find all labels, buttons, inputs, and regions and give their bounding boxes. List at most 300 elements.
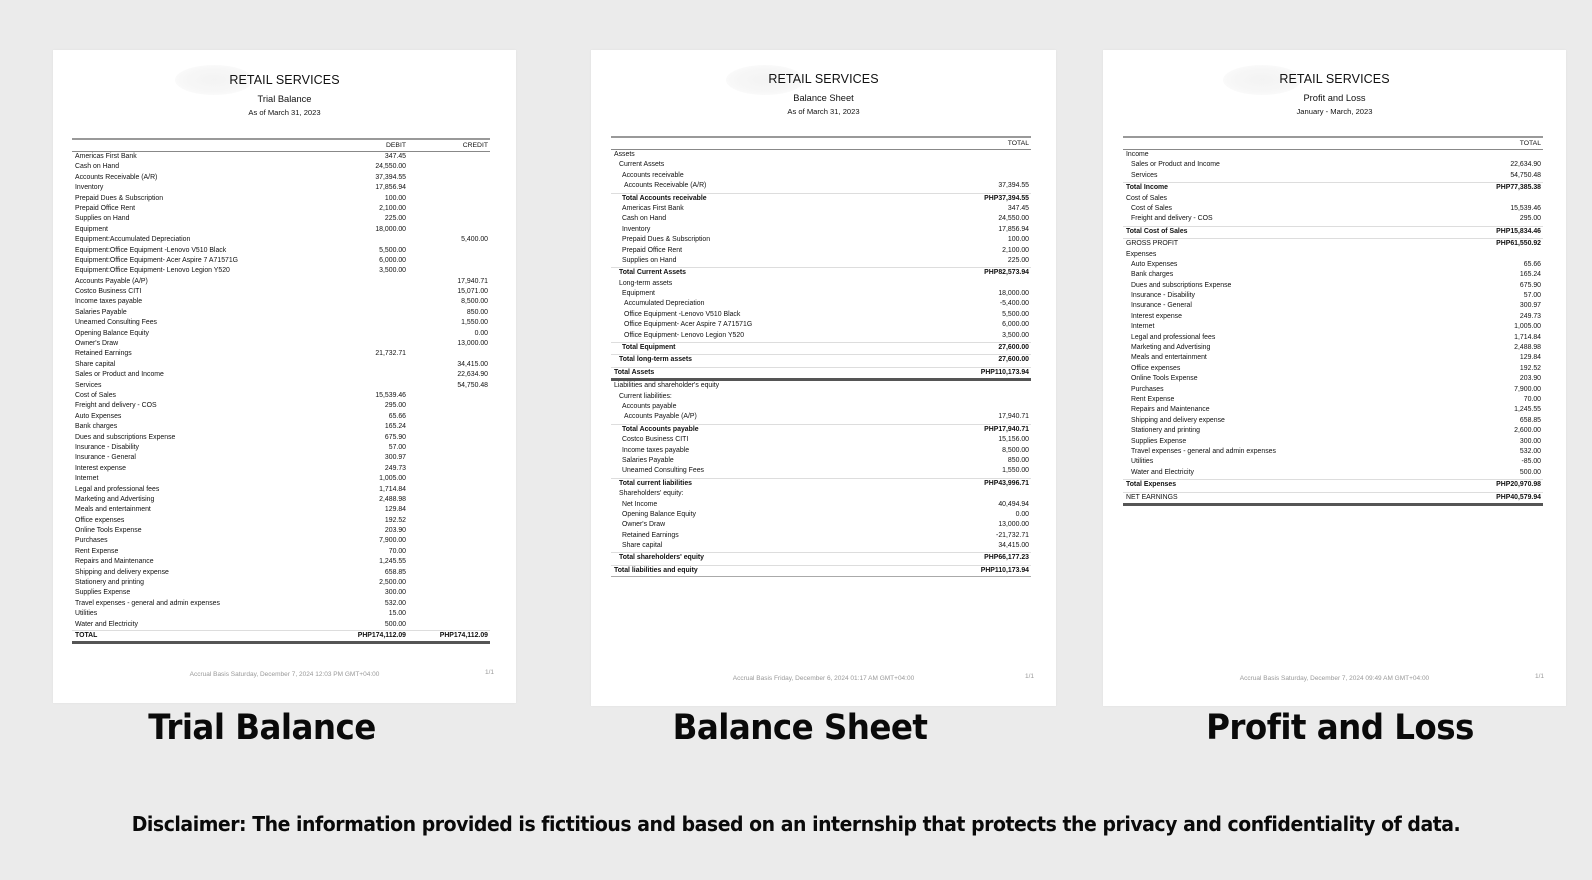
credit-value: 13,000.00	[457, 340, 488, 348]
amount-value: PHP77,385.38	[1496, 184, 1541, 192]
table-row	[72, 349, 490, 359]
amount-value: 0.00	[1015, 510, 1029, 518]
amount-value: PHP15,834.46	[1496, 227, 1541, 235]
table-row	[611, 160, 1031, 170]
debit-value: 57.00	[388, 443, 406, 451]
report-title: Profit and Loss	[1303, 93, 1366, 103]
account-name: Cash on Hand	[75, 163, 120, 171]
caption-profit-and-loss: Profit and Loss	[1206, 708, 1474, 748]
debit-value: 295.00	[384, 402, 406, 410]
amount-value: 54,750.48	[1510, 171, 1541, 179]
account-name: Accounts Receivable (A/R)	[624, 182, 707, 190]
table-row	[72, 266, 490, 276]
debit-value: 300.00	[384, 589, 406, 597]
amount-value: 34,415.00	[998, 542, 1029, 550]
table-row	[1123, 150, 1543, 160]
account-name: Office Equipment -Lenovo V510 Black	[624, 310, 741, 318]
account-name: Stationery and printing	[75, 579, 144, 587]
amount-value: 1,550.00	[1002, 467, 1029, 475]
account-name: Share capital	[622, 542, 663, 550]
amount-value: 15,156.00	[998, 436, 1029, 444]
amount-value: 1,005.00	[1514, 323, 1541, 331]
amount-value: 7,900.00	[1514, 385, 1541, 393]
trial-balance-page	[53, 50, 516, 703]
debit-value: 37,394.55	[375, 173, 406, 181]
report-title: Balance Sheet	[793, 93, 854, 103]
account-name: Long-term assets	[619, 279, 673, 287]
page-number: 1/1	[1024, 673, 1034, 680]
account-name: Auto Expenses	[75, 412, 122, 420]
account-name: Online Tools Expense	[75, 527, 142, 535]
account-name: Equipment:Office Equipment -Lenovo V510 Black	[75, 246, 227, 254]
amount-value: 1,714.84	[1514, 333, 1541, 341]
total-row	[611, 552, 1031, 563]
table-row	[611, 446, 1031, 456]
account-name: Salaries Payable	[622, 456, 674, 464]
table-row	[72, 256, 490, 266]
amount-value: 129.84	[1519, 354, 1541, 362]
amount-value: 22,634.90	[1510, 161, 1541, 169]
account-name: Rent Expense	[75, 547, 119, 555]
account-name: Accumulated Depreciation	[624, 300, 705, 308]
table-row	[72, 474, 490, 484]
table-row	[72, 599, 490, 609]
table-row	[72, 547, 490, 557]
credit-value: 850.00	[466, 308, 488, 316]
amount-value: 70.00	[1523, 395, 1541, 403]
account-name: Office expenses	[1131, 364, 1181, 372]
account-name: Americas First Bank	[622, 204, 684, 212]
debit-value: 18,000.00	[375, 225, 406, 233]
account-name: Unearned Consulting Fees	[75, 319, 157, 327]
debit-value: 7,900.00	[379, 537, 406, 545]
account-name: Freight and delivery - COS	[75, 402, 157, 410]
account-name: Purchases	[1131, 385, 1164, 393]
amount-value: 37,394.55	[998, 182, 1029, 190]
table-row	[1123, 405, 1543, 415]
total-label: TOTAL	[75, 631, 98, 639]
account-name: Retained Earnings	[75, 350, 132, 358]
account-name: Net Income	[622, 500, 658, 508]
account-name: Total long-term assets	[619, 356, 693, 364]
table-row	[611, 150, 1031, 160]
table-row	[1123, 291, 1543, 301]
table-body	[72, 152, 490, 630]
amount-value: PHP61,550.92	[1496, 240, 1541, 248]
table-row	[1123, 416, 1543, 426]
account-name: Sales or Product and Income	[75, 371, 164, 379]
amount-value: 15,539.46	[1510, 204, 1541, 212]
table-row	[72, 214, 490, 224]
amount-value: 249.73	[1519, 312, 1541, 320]
table-row	[611, 225, 1031, 235]
account-name: Insurance - Disability	[1131, 292, 1195, 300]
table-row	[1123, 457, 1543, 467]
account-name: Utilities	[75, 610, 98, 618]
account-name: Opening Balance Equity	[75, 329, 149, 337]
table-row	[611, 289, 1031, 299]
account-name: Office Equipment- Acer Aspire 7 A71571G	[624, 321, 753, 329]
account-name: Auto Expenses	[1131, 260, 1178, 268]
table-row	[72, 557, 490, 567]
account-name: Dues and subscriptions Expense	[75, 433, 176, 441]
credit-value: 8,500.00	[461, 298, 488, 306]
amount-value: PHP20,970.98	[1496, 481, 1541, 489]
credit-value: 5,400.00	[461, 236, 488, 244]
table-row	[72, 578, 490, 588]
account-name: Equipment:Accumulated Depreciation	[75, 236, 191, 244]
total-debit: PHP174,112.09	[357, 631, 406, 639]
account-name: Legal and professional fees	[75, 485, 160, 493]
account-name: Salaries Payable	[75, 308, 127, 316]
amount-value: PHP43,996.71	[984, 479, 1029, 487]
table-row	[72, 505, 490, 515]
debit-value: 15,539.46	[375, 391, 406, 399]
amount-value: 658.85	[1519, 416, 1541, 424]
debit-value: 225.00	[384, 215, 406, 223]
table-row	[1123, 250, 1543, 260]
total-row	[611, 424, 1031, 435]
table-row	[1123, 468, 1543, 478]
table-body	[611, 150, 1031, 577]
table-row	[72, 443, 490, 453]
column-header	[1123, 136, 1543, 150]
total-row	[72, 630, 490, 644]
amount-value: 1,245.55	[1514, 406, 1541, 414]
debit-header: DEBIT	[385, 142, 406, 149]
account-name: Share capital	[75, 360, 116, 368]
account-name: Travel expenses - general and admin expenses	[75, 599, 220, 607]
table-row	[1123, 204, 1543, 214]
account-name: Repairs and Maintenance	[75, 558, 154, 566]
account-name: Interest expense	[1131, 312, 1182, 320]
table-row	[611, 392, 1031, 402]
report-date: January - March, 2023	[1296, 107, 1373, 116]
account-name: Supplies on Hand	[75, 215, 130, 223]
table-row	[1123, 374, 1543, 384]
total-row	[1123, 479, 1543, 490]
credit-value: 15,071.00	[457, 288, 488, 296]
debit-value: 165.24	[384, 423, 406, 431]
table-row	[72, 152, 490, 162]
caption-trial-balance: Trial Balance	[148, 708, 376, 748]
table-row	[72, 173, 490, 183]
total-credit: PHP174,112.09	[439, 631, 488, 639]
table-row	[72, 620, 490, 630]
account-name: Total Assets	[614, 368, 655, 376]
account-name: Legal and professional fees	[1131, 333, 1216, 341]
report-date: As of March 31, 2023	[787, 107, 860, 116]
credit-header: CREDIT	[462, 142, 488, 149]
account-name: Equipment	[75, 225, 108, 233]
account-name: Expenses	[1126, 250, 1157, 258]
debit-value: 347.45	[384, 153, 406, 160]
credit-value: 54,750.48	[457, 381, 488, 389]
amount-value: 17,940.71	[998, 413, 1029, 421]
table-row	[611, 510, 1031, 520]
amount-value: PHP37,394.55	[984, 194, 1029, 202]
total-row	[611, 478, 1031, 489]
table-row	[1123, 260, 1543, 270]
table-row	[1123, 322, 1543, 332]
table-row	[72, 609, 490, 619]
company-name: RETAIL SERVICES	[229, 73, 340, 87]
account-name: Prepaid Dues & Subscription	[622, 236, 711, 244]
account-name: Water and Electricity	[1131, 468, 1194, 476]
table-row	[72, 453, 490, 463]
amount-value: 17,856.94	[998, 225, 1029, 233]
balance-sheet-page	[591, 50, 1056, 706]
total-row	[611, 193, 1031, 204]
total-row	[1123, 238, 1543, 249]
account-name: Services	[1131, 171, 1158, 179]
amount-value: 65.66	[1523, 260, 1541, 268]
account-name: GROSS PROFIT	[1126, 240, 1179, 248]
debit-value: 70.00	[388, 547, 406, 555]
table-row	[611, 435, 1031, 445]
account-name: Prepaid Dues & Subscription	[75, 194, 164, 202]
column-header	[72, 138, 490, 152]
table-row	[72, 235, 490, 245]
table-row	[611, 456, 1031, 466]
table-row	[72, 183, 490, 193]
account-name: Insurance - General	[1131, 302, 1192, 310]
account-name: Total current liabilities	[619, 479, 693, 487]
debit-value: 17,856.94	[375, 184, 406, 192]
table-row	[72, 412, 490, 422]
table-row	[72, 225, 490, 235]
table-row	[72, 370, 490, 380]
amount-value: 2,100.00	[1002, 246, 1029, 254]
account-name: Retained Earnings	[622, 531, 679, 539]
account-name: Total Equipment	[622, 344, 676, 352]
table-row	[611, 310, 1031, 320]
amount-value: -85.00	[1521, 458, 1541, 466]
account-name: Opening Balance Equity	[622, 510, 696, 518]
amount-value: 27,600.00	[998, 344, 1029, 352]
account-name: Prepaid Office Rent	[75, 204, 136, 212]
account-name: Cost of Sales	[1131, 204, 1172, 212]
account-name: Shipping and delivery expense	[1131, 416, 1225, 424]
table-row	[72, 485, 490, 495]
table-row	[1123, 364, 1543, 374]
table-row	[72, 204, 490, 214]
account-name: Sales or Product and Income	[1131, 161, 1220, 169]
table-row	[611, 299, 1031, 309]
account-name: Accounts receivable	[622, 171, 684, 179]
debit-value: 1,245.55	[379, 558, 406, 566]
amount-value: PHP110,173.94	[980, 566, 1029, 574]
table-row	[1123, 426, 1543, 436]
account-name: Income	[1126, 151, 1149, 158]
table-row	[1123, 270, 1543, 280]
table-row	[611, 320, 1031, 330]
table-row	[1123, 343, 1543, 353]
table-row	[1123, 281, 1543, 291]
table-row	[72, 401, 490, 411]
table-row	[611, 214, 1031, 224]
account-name: Meals and entertainment	[1131, 354, 1207, 362]
account-name: Water and Electricity	[75, 620, 138, 628]
table-row	[72, 422, 490, 432]
table-row	[1123, 171, 1543, 181]
debit-value: 2,500.00	[379, 579, 406, 587]
account-name: Costco Business CITI	[622, 436, 689, 444]
debit-value: 6,000.00	[379, 256, 406, 264]
account-name: Cash on Hand	[622, 215, 667, 223]
account-name: Owner's Draw	[622, 521, 666, 529]
account-name: Equipment:Office Equipment- Acer Aspire 7 A71571G	[75, 256, 239, 264]
table-row	[611, 331, 1031, 341]
account-name: Accounts Payable (A/P)	[75, 277, 148, 285]
debit-value: 3,500.00	[379, 267, 406, 275]
total-row	[1123, 226, 1543, 237]
account-name: Marketing and Advertising	[75, 495, 155, 503]
table-row	[1123, 160, 1543, 170]
account-name: Purchases	[75, 537, 108, 545]
account-name: Supplies Expense	[75, 589, 131, 597]
account-name: Cost of Sales	[75, 391, 116, 399]
table-row	[611, 381, 1031, 391]
debit-value: 532.00	[384, 599, 406, 607]
table-row	[611, 500, 1031, 510]
disclaimer: Disclaimer: The information provided is fictitious and based on an internship that protects the privacy and confidentiality of data.	[131, 812, 1461, 836]
amount-value: 2,488.98	[1514, 344, 1541, 352]
table-row	[611, 181, 1031, 191]
table-row	[611, 279, 1031, 289]
trial-balance-table	[72, 138, 490, 644]
table-row	[1123, 301, 1543, 311]
profit-and-loss-table	[1123, 136, 1543, 506]
amount-value: 165.24	[1519, 271, 1541, 279]
table-row	[611, 520, 1031, 530]
account-name: NET EARNINGS	[1126, 493, 1178, 501]
table-row	[611, 412, 1031, 422]
account-name: Current Assets	[619, 161, 665, 169]
account-name: Repairs and Maintenance	[1131, 406, 1210, 414]
table-row	[1123, 194, 1543, 204]
table-row	[72, 162, 490, 172]
amount-value: 57.00	[1523, 292, 1541, 300]
account-name: Bank charges	[1131, 271, 1174, 279]
account-name: Office Equipment- Lenovo Legion Y520	[624, 331, 745, 339]
amount-value: 3,500.00	[1002, 331, 1029, 339]
account-name: Interest expense	[75, 464, 126, 472]
table-row	[72, 287, 490, 297]
account-name: Meals and entertainment	[75, 506, 151, 514]
amount-value: 675.90	[1519, 281, 1541, 289]
amount-value: 6,000.00	[1002, 321, 1029, 329]
table-row	[611, 466, 1031, 476]
debit-value: 65.66	[388, 412, 406, 420]
account-name: Current liabilities:	[619, 392, 672, 400]
account-name: Total shareholders' equity	[619, 554, 704, 562]
table-row	[72, 433, 490, 443]
debit-value: 249.73	[384, 464, 406, 472]
amount-value: 347.45	[1007, 204, 1029, 212]
amount-value: 5,500.00	[1002, 310, 1029, 318]
table-row	[72, 329, 490, 339]
debit-value: 2,100.00	[379, 204, 406, 212]
debit-value: 1,005.00	[379, 475, 406, 483]
table-row	[72, 568, 490, 578]
table-row	[611, 541, 1031, 551]
debit-value: 658.85	[384, 568, 406, 576]
amount-value: PHP40,579.94	[1496, 493, 1541, 501]
debit-value: 21,732.71	[375, 350, 406, 358]
debit-value: 192.52	[384, 516, 406, 524]
table-row	[72, 246, 490, 256]
table-row	[1123, 353, 1543, 363]
account-name: Dues and subscriptions Expense	[1131, 281, 1232, 289]
account-name: Cost of Sales	[1126, 194, 1167, 202]
page-number: 1/1	[1534, 673, 1544, 680]
table-row	[611, 402, 1031, 412]
table-row	[72, 536, 490, 546]
total-header: TOTAL	[1007, 140, 1029, 147]
debit-value: 2,488.98	[379, 495, 406, 503]
account-name: Internet	[1131, 323, 1155, 331]
account-name: Total Current Assets	[619, 269, 687, 277]
table-row	[72, 339, 490, 349]
total-row	[611, 267, 1031, 278]
account-name: Internet	[75, 475, 99, 483]
amount-value: 225.00	[1007, 256, 1029, 264]
amount-value: 203.90	[1519, 375, 1541, 383]
total-row	[611, 342, 1031, 353]
column-header	[611, 136, 1031, 150]
debit-value: 129.84	[384, 506, 406, 514]
table-row	[1123, 214, 1543, 224]
amount-value: 40,494.94	[998, 500, 1029, 508]
table-body	[1123, 150, 1543, 506]
account-name: Bank charges	[75, 423, 118, 431]
report-footer: Accrual Basis Saturday, December 7, 2024 09:49 AM GMT+04:00	[1239, 675, 1430, 682]
total-row	[1123, 492, 1543, 506]
table-row	[72, 308, 490, 318]
table-row	[72, 297, 490, 307]
page-number: 1/1	[484, 669, 494, 676]
table-row	[611, 489, 1031, 499]
table-row	[72, 381, 490, 391]
company-name: RETAIL SERVICES	[1279, 72, 1390, 86]
table-row	[1123, 447, 1543, 457]
table-row	[72, 464, 490, 474]
amount-value: 2,600.00	[1514, 427, 1541, 435]
account-name: Liabilities and shareholder's equity	[614, 382, 720, 390]
credit-value: 17,940.71	[457, 277, 488, 285]
account-name: Stationery and printing	[1131, 427, 1200, 435]
table-row	[611, 204, 1031, 214]
debit-value: 24,550.00	[375, 163, 406, 171]
account-name: Travel expenses - general and admin expenses	[1131, 447, 1276, 455]
amount-value: PHP66,177.23	[984, 554, 1029, 562]
account-name: Utilities	[1131, 458, 1154, 466]
amount-value: 18,000.00	[998, 290, 1029, 298]
total-row	[611, 354, 1031, 365]
account-name: Total Accounts receivable	[622, 194, 707, 202]
account-name: Equipment:Office Equipment- Lenovo Legion Y520	[75, 267, 230, 275]
account-name: Americas First Bank	[75, 153, 137, 160]
table-row	[611, 235, 1031, 245]
amount-value: 8,500.00	[1002, 446, 1029, 454]
amount-value: 300.00	[1519, 437, 1541, 445]
amount-value: 100.00	[1007, 236, 1029, 244]
table-row	[72, 360, 490, 370]
report-title: Trial Balance	[257, 94, 312, 104]
amount-value: PHP82,573.94	[984, 269, 1029, 277]
account-name: Rent Expense	[1131, 395, 1175, 403]
